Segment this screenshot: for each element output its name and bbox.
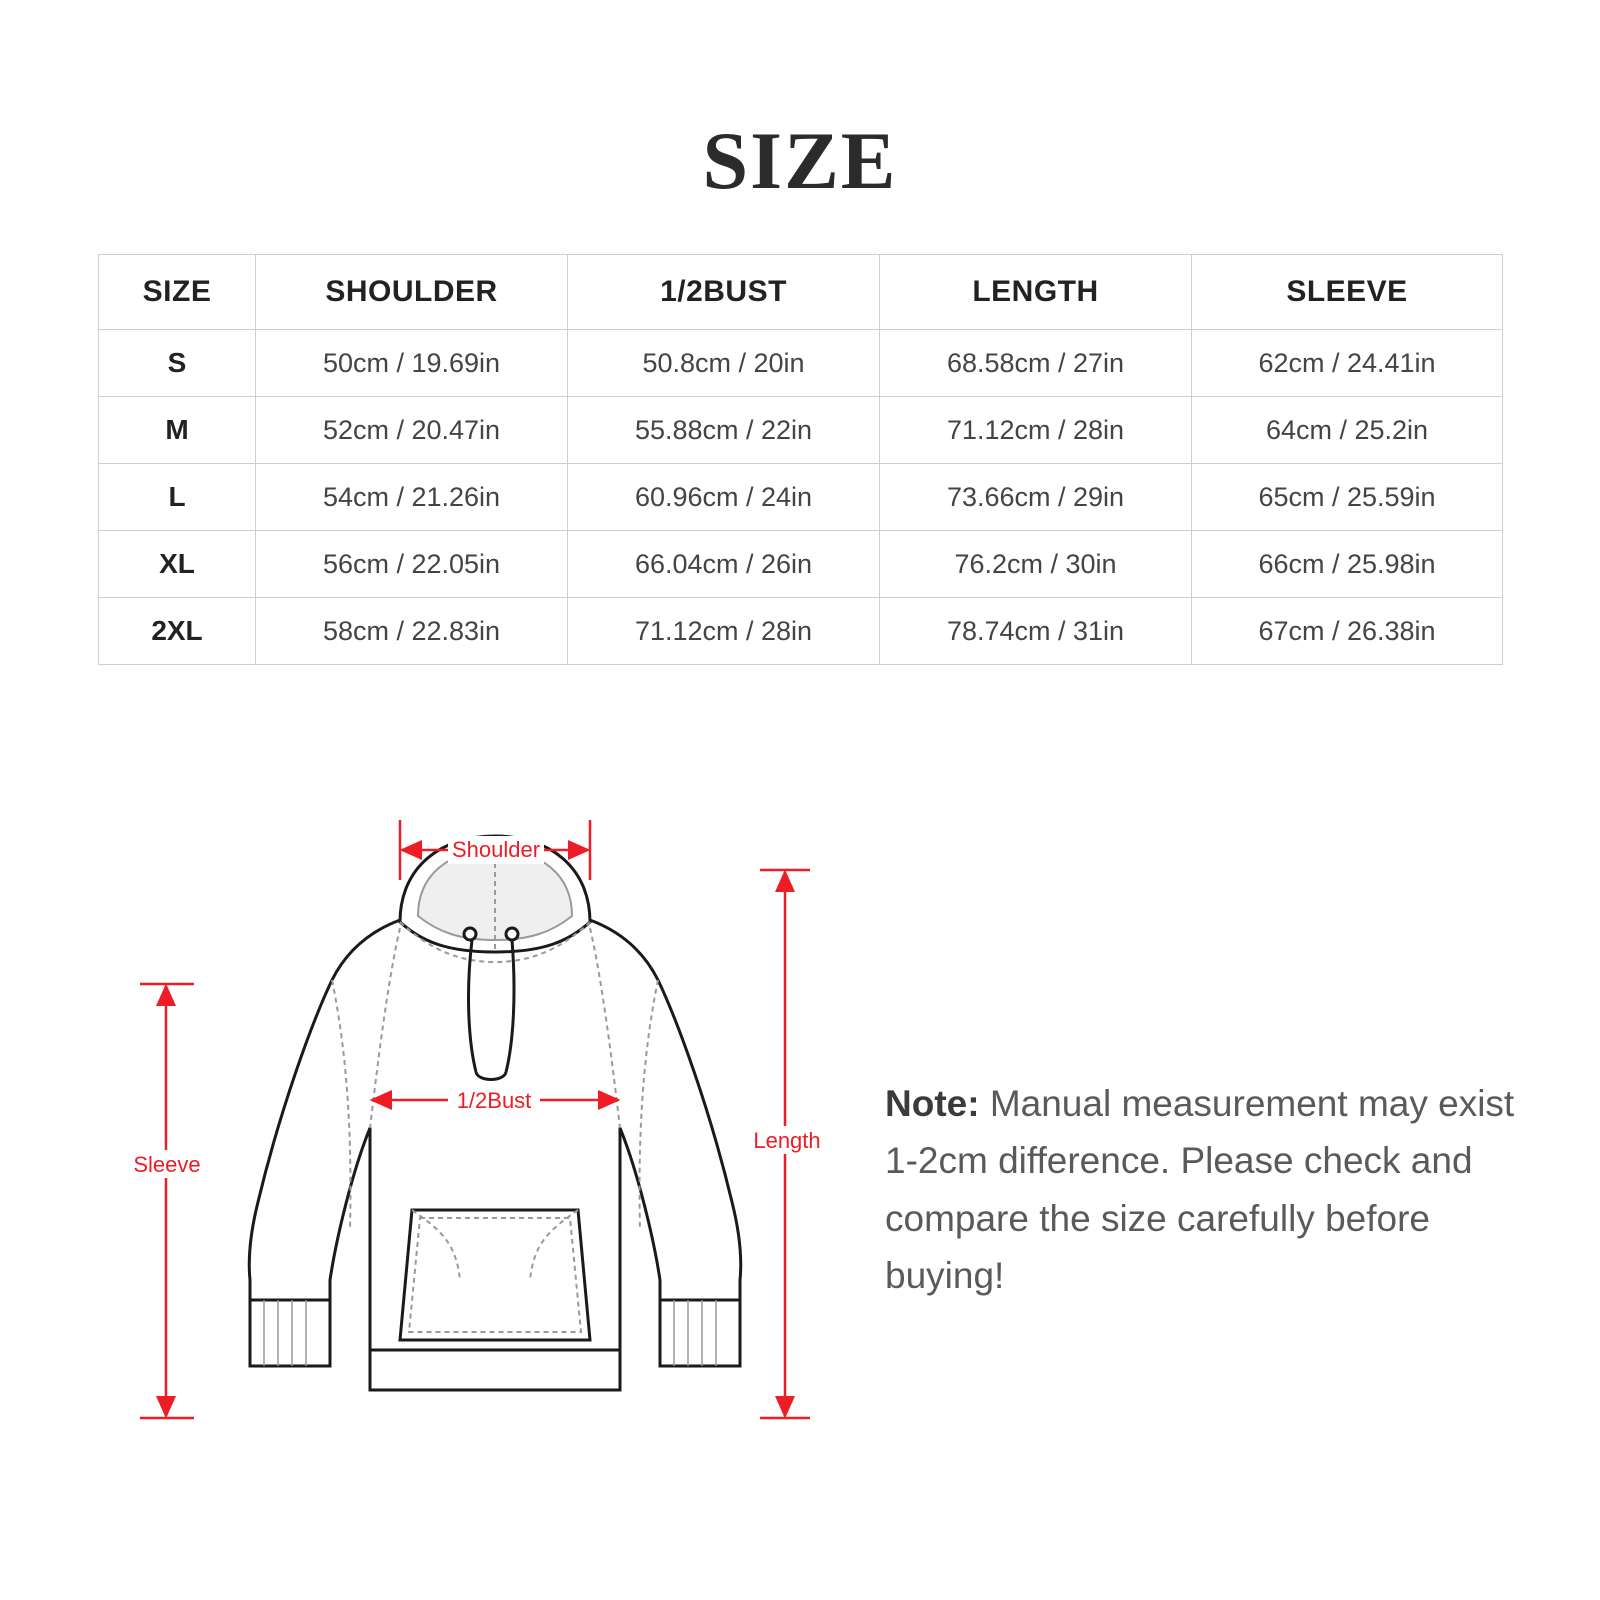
cell-sleeve: 65cm / 25.59in [1192,464,1503,531]
size-table-container [98,254,1502,665]
cell-size: L [99,464,256,531]
column-header-bust: 1/2BUST [568,255,880,330]
cell-sleeve: 62cm / 24.41in [1192,330,1503,397]
table-row [99,531,1503,598]
size-table [98,254,1503,665]
column-header-shoulder: SHOULDER [256,255,568,330]
sleeve-label: Sleeve [133,1152,201,1177]
column-header-length: LENGTH [880,255,1192,330]
cell-bust: 55.88cm / 22in [568,397,880,464]
cell-shoulder: 50cm / 19.69in [256,330,568,397]
cell-bust: 50.8cm / 20in [568,330,880,397]
note-label: Note: [885,1083,980,1124]
kangaroo-pocket [400,1210,590,1340]
cell-size: XL [99,531,256,598]
table-row [99,397,1503,464]
length-measure [750,870,824,1418]
cell-size: S [99,330,256,397]
hem-band [370,1350,620,1390]
cell-size: 2XL [99,598,256,665]
note-text: Manual measurement may exist 1-2cm difference. Please check and compare the size carefully before buying! [885,1083,1515,1297]
cell-bust: 71.12cm / 28in [568,598,880,665]
bust-label: 1/2Bust [456,1088,532,1113]
cell-sleeve: 64cm / 25.2in [1192,397,1503,464]
cell-shoulder: 58cm / 22.83in [256,598,568,665]
cell-shoulder: 56cm / 22.05in [256,531,568,598]
shoulder-label: Shoulder [451,837,541,862]
column-header-size: SIZE [99,255,256,330]
table-row [99,464,1503,531]
table-header-row [99,255,1503,330]
note-block [885,1075,1525,1304]
table-row [99,598,1503,665]
cell-shoulder: 54cm / 21.26in [256,464,568,531]
cell-bust: 60.96cm / 24in [568,464,880,531]
cell-size: M [99,397,256,464]
column-header-sleeve: SLEEVE [1192,255,1503,330]
cell-sleeve: 67cm / 26.38in [1192,598,1503,665]
cell-length: 68.58cm / 27in [880,330,1192,397]
length-label: Length [753,1128,821,1153]
cell-sleeve: 66cm / 25.98in [1192,531,1503,598]
cell-bust: 66.04cm / 26in [568,531,880,598]
cell-length: 78.74cm / 31in [880,598,1192,665]
cell-length: 71.12cm / 28in [880,397,1192,464]
sleeve-measure [128,984,206,1418]
cell-shoulder: 52cm / 20.47in [256,397,568,464]
cell-length: 73.66cm / 29in [880,464,1192,531]
hoodie-illustration-svg [100,810,900,1510]
table-row [99,330,1503,397]
cell-length: 76.2cm / 30in [880,531,1192,598]
page-title: SIZE [702,115,898,206]
